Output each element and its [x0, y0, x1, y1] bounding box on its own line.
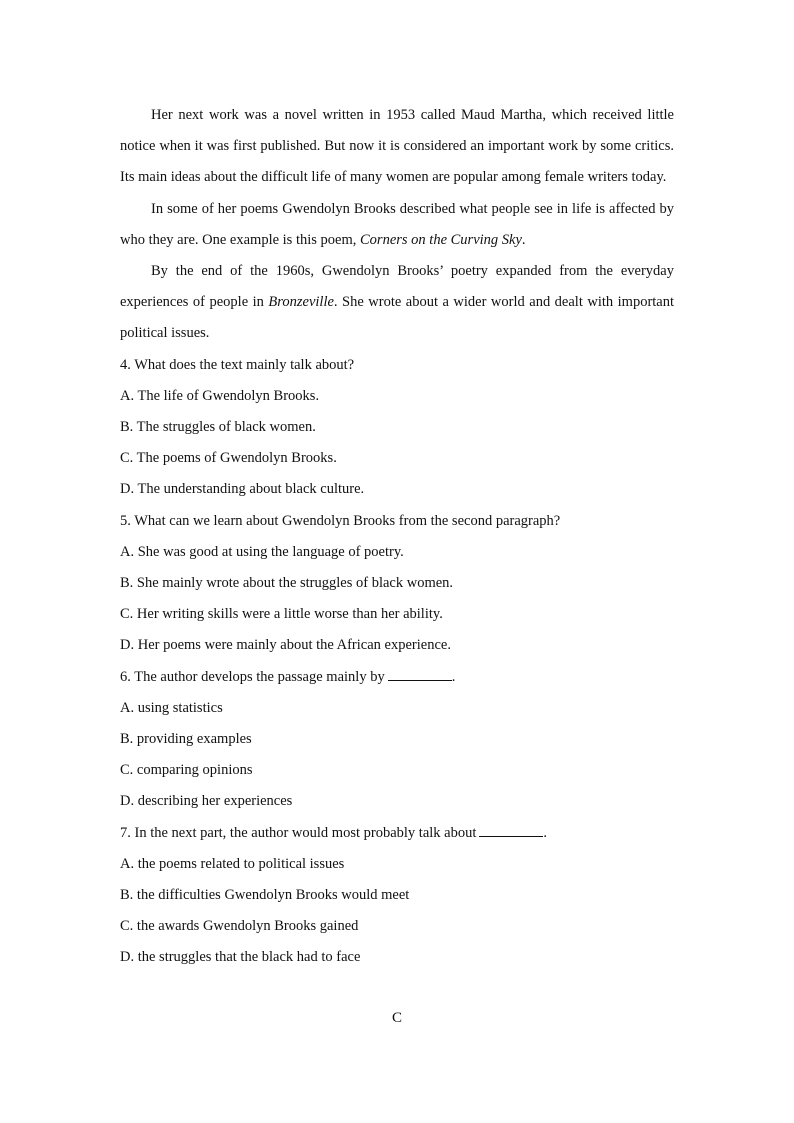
paragraph-punctuation: .: [521, 231, 526, 248]
question-7: [120, 818, 674, 974]
question-stem-text: 7. In the next part, the author would most probably talk about: [120, 824, 477, 841]
page-content: [120, 100, 674, 974]
question-stem-text: 6. The author develops the passage mainly by: [120, 668, 385, 685]
poem-title: Corners on the Curving Sky: [360, 231, 522, 248]
question-stem: [120, 662, 674, 693]
option-b: B. the difficulties Gwendolyn Brooks would meet: [120, 887, 410, 904]
paragraph-poems: [120, 194, 674, 256]
paragraph-text: . She wrote about a wider world and dealt with important political issues.: [120, 294, 675, 342]
option-d: D. the struggles that the black had to face: [120, 949, 361, 966]
question-6: [120, 662, 674, 818]
paragraph-text: In some of her poems Gwendolyn Brooks described what people see in life is affected by who they are. One example is this poem,: [120, 200, 674, 248]
option-a: A. She was good at using the language of poetry.: [120, 543, 404, 560]
question-stem: 5. What can we learn about Gwendolyn Brooks from the second paragraph?: [120, 512, 561, 529]
option-a: A. The life of Gwendolyn Brooks.: [120, 387, 320, 404]
question-punctuation: .: [543, 824, 548, 841]
question-stem: [120, 818, 674, 849]
paragraph-maud-martha: [120, 100, 674, 194]
question-stem: 4. What does the text mainly talk about?: [120, 356, 355, 373]
option-c: C. Her writing skills were a little worse than her ability.: [120, 606, 443, 623]
answer-blank: [479, 824, 543, 837]
place-name: Bronzeville: [268, 294, 334, 311]
question-5: [120, 506, 674, 662]
option-a: A. using statistics: [120, 699, 223, 716]
paragraph-text: By the end of the 1960s, Gwendolyn Brooks’ poetry expanded from the everyday experiences of people in: [120, 263, 674, 311]
option-c: C. comparing opinions: [120, 762, 253, 779]
question-punctuation: .: [451, 668, 456, 685]
paragraph-text: Her next work was a novel written in 1953 called Maud Martha, which received little notice when it was first published. But now it is considered an important work by some critics. Its main ideas about the difficult life of many women are popular among female writers today.: [120, 107, 674, 186]
option-a: A. the poems related to political issues: [120, 855, 345, 872]
section-heading: C: [391, 1010, 402, 1026]
option-b: B. She mainly wrote about the struggles of black women.: [120, 575, 454, 592]
option-c: C. the awards Gwendolyn Brooks gained: [120, 918, 359, 935]
option-d: D. Her poems were mainly about the African experience.: [120, 637, 451, 654]
answer-blank: [388, 668, 452, 681]
paragraph-1960s: [120, 256, 674, 350]
option-c: C. The poems of Gwendolyn Brooks.: [120, 450, 337, 467]
option-b: B. The struggles of black women.: [120, 419, 316, 436]
option-d: D. The understanding about black culture.: [120, 481, 365, 498]
question-4: [120, 350, 674, 506]
option-b: B. providing examples: [120, 731, 252, 748]
option-d: D. describing her experiences: [120, 793, 293, 810]
